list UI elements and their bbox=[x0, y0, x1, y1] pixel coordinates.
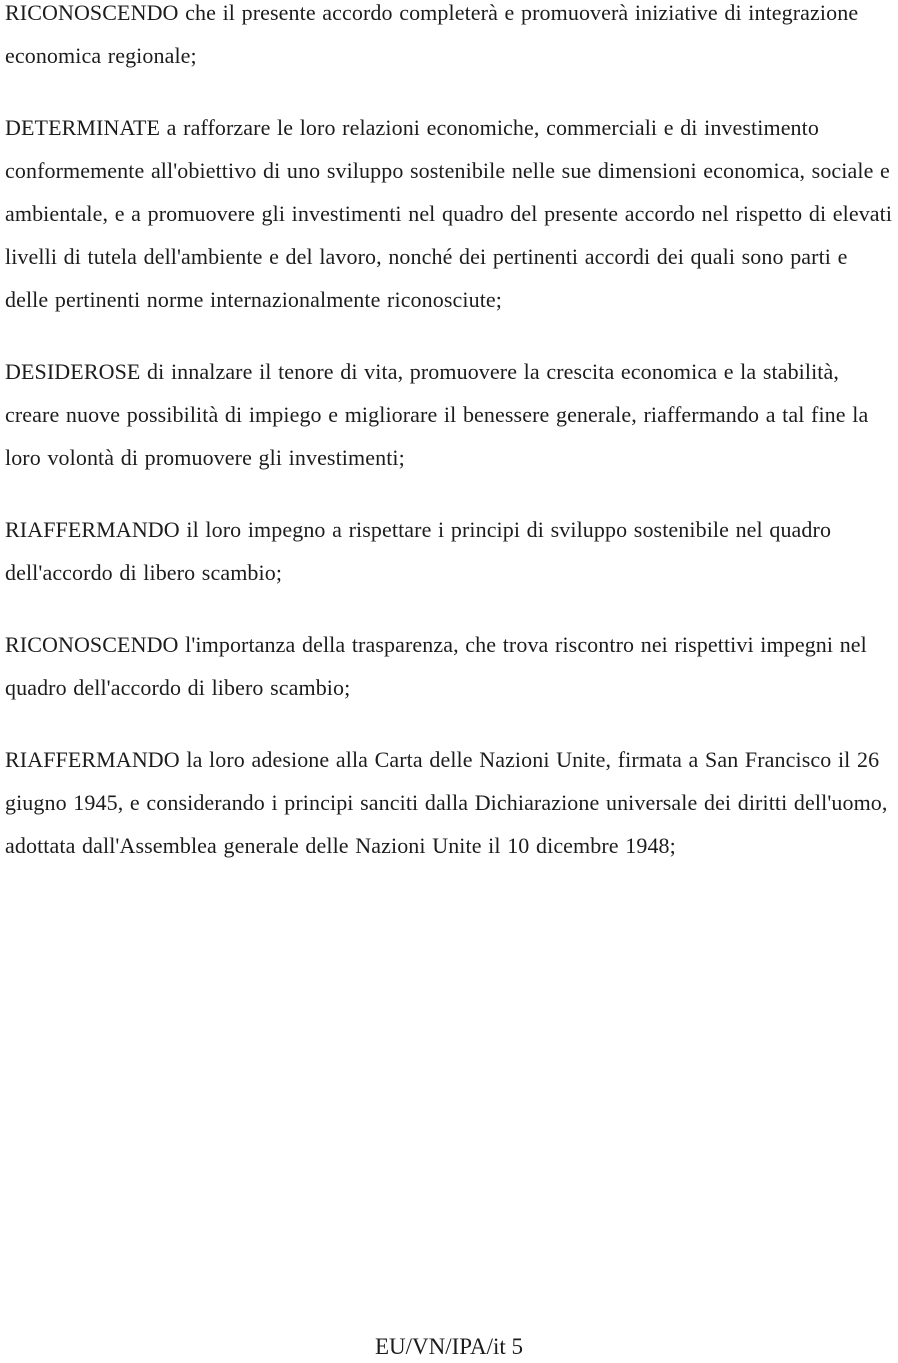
paragraph-riconoscendo-2: RICONOSCENDO l'importanza della trasparenza, che trova riscontro nei rispettivi impegni nel quadro dell'accordo di libero scambio; bbox=[5, 632, 867, 700]
page-footer: EU/VN/IPA/it 5 bbox=[374, 1334, 524, 1359]
document-body bbox=[5, 0, 893, 896]
paragraph-determinate: DETERMINATE a rafforzare le loro relazioni economiche, commerciali e di investimento conformemente all'obiettivo di uno sviluppo sostenibile nelle sue dimensioni economica, sociale e ambientale, e a promuovere gli investimenti nel quadro del presente accordo nel rispetto di elevati livelli di tutela dell'ambiente e del lavoro, nonché dei pertinenti accordi dei quali sono parti e delle pertinenti norme internazionalmente riconosciute; bbox=[5, 115, 893, 312]
paragraph-riaffermando-1: RIAFFERMANDO il loro impegno a rispettare i principi di sviluppo sostenibile nel quadro dell'accordo di libero scambio; bbox=[5, 517, 832, 585]
paragraph-desiderose: DESIDEROSE di innalzare il tenore di vita, promuovere la crescita economica e la stabilità, creare nuove possibilità di impiego e migliorare il benessere generale, riaffermando a tal fine la loro volontà di promuovere gli investimenti; bbox=[5, 359, 869, 470]
paragraph-riconoscendo-1: RICONOSCENDO che il presente accordo completerà e promuoverà iniziative di integrazione economica regionale; bbox=[5, 0, 859, 68]
paragraph-riaffermando-2: RIAFFERMANDO la loro adesione alla Carta delle Nazioni Unite, firmata a San Francisco il 26 giugno 1945, e considerando i principi sanciti dalla Dichiarazione universale dei diritti dell'uomo, adottata dall'Assemblea generale delle Nazioni Unite il 10 dicembre 1948; bbox=[5, 747, 888, 858]
